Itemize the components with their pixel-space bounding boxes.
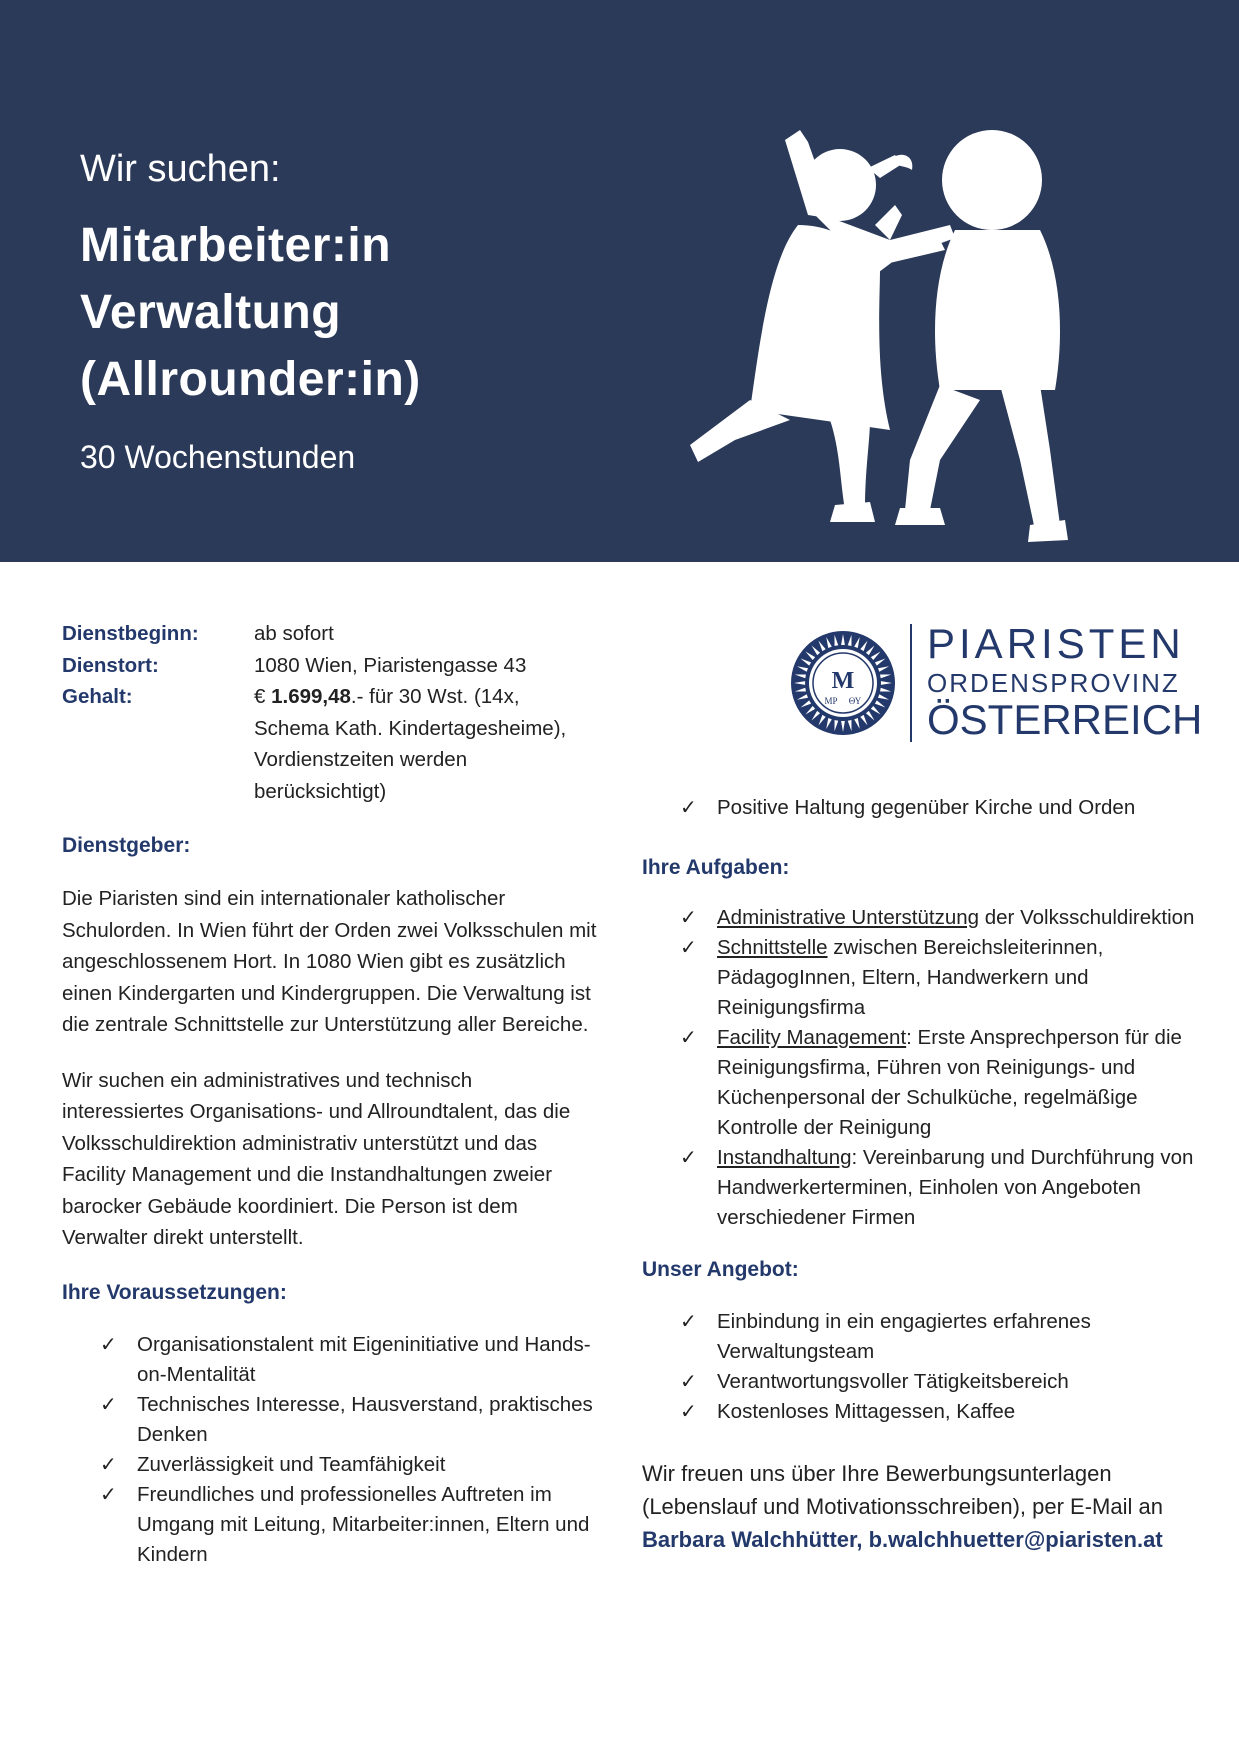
- job-title-line: Verwaltung: [80, 286, 342, 339]
- employer-heading: Dienstgeber:: [62, 834, 191, 857]
- svg-text:MP: MP: [824, 696, 838, 706]
- requirements-list: [62, 1330, 597, 1570]
- salary-value: € 1.699,48.- für 30 Wst. (14x, Schema Kath. Kindertagesheime), Vordienstzeiten werden berücksichtigt): [254, 685, 567, 803]
- checkmark-icon: ✓: [680, 1401, 697, 1423]
- salary-amount: 1.699,48: [271, 685, 351, 708]
- list-item: ✓ Kostenloses Mittagessen, Kaffee: [642, 1397, 1202, 1427]
- children-silhouette-image: [690, 130, 1160, 562]
- offer-heading: Unser Angebot:: [642, 1258, 799, 1281]
- checkmark-icon: ✓: [100, 1393, 117, 1416]
- requirements-list-continued: [642, 793, 1202, 823]
- checkmark-icon: ✓: [680, 1371, 697, 1393]
- svg-text:M: M: [831, 668, 855, 694]
- logo-text-line3: ÖSTERREICH: [927, 696, 1203, 743]
- start-label: Dienstbeginn:: [62, 622, 199, 645]
- hero-pre-title: Wir suchen:: [80, 148, 281, 190]
- list-item: ✓ Zuverlässigkeit und Teamfähigkeit: [62, 1450, 597, 1480]
- checkmark-icon: ✓: [680, 907, 697, 929]
- closing-text: Wir freuen uns über Ihre Bewerbungsunterlagen (Lebenslauf und Motivationsschreiben), per E-Mail an Barbara Walchhütter, b.walchhuetter@piaristen.at: [642, 1461, 1163, 1552]
- list-item: ✓ Facility Management: Erste Ansprechperson für die Reinigungsfirma, Führen von Reinigungs- und Küchenpersonal der Schulküche, regelmäßige Kontrolle der Reinigung: [642, 1023, 1202, 1143]
- checkmark-icon: ✓: [680, 797, 697, 819]
- job-title: [80, 212, 421, 413]
- piaristen-logo: [790, 620, 1203, 750]
- list-item: ✓ Administrative Unterstützung der Volksschuldirektion: [642, 903, 1202, 933]
- checkmark-icon: ✓: [680, 1027, 697, 1049]
- job-title-line: Mitarbeiter:in: [80, 219, 392, 272]
- salary-label: Gehalt:: [62, 685, 133, 708]
- right-column: [642, 793, 1202, 1556]
- job-title-line: (Allrounder:in): [80, 353, 421, 406]
- list-item: ✓ Organisationstalent mit Eigeninitiative und Hands-on-Mentalität: [62, 1330, 597, 1390]
- start-value: ab sofort: [254, 622, 334, 645]
- contact-email[interactable]: Barbara Walchhütter, b.walchhuetter@piaristen.at: [642, 1527, 1163, 1552]
- list-item: ✓ Einbindung in ein engagiertes erfahrenes Verwaltungsteam: [642, 1307, 1202, 1367]
- role-paragraph: Wir suchen ein administratives und technisch interessiertes Organisations- und Allroundtalent, das die Volksschuldirektion administrativ unterstützt und das Facility Management und die Instandhaltungen zweier barocker Gebäude koordiniert. Die Person ist dem Verwalter direkt unterstellt.: [62, 1068, 571, 1249]
- checkmark-icon: ✓: [680, 1311, 697, 1333]
- employer-paragraph: Die Piaristen sind ein internationaler katholischer Schulorden. In Wien führt der Orden zwei Volksschulen mit angeschlossenem Hort. In 1080 Wien gibt es zusätzlich einen Kindergarten und Kindergruppen. Die Verwaltung ist die zentrale Schnittstelle zur Unterstützung aller Bereiche.: [62, 887, 597, 1036]
- checkmark-icon: ✓: [100, 1483, 117, 1506]
- list-item: ✓ Verantwortungsvoller Tätigkeitsbereich: [642, 1367, 1202, 1397]
- list-item: ✓ Technisches Interesse, Hausverstand, praktisches Denken: [62, 1390, 597, 1450]
- location-value: 1080 Wien, Piaristengasse 43: [254, 653, 527, 677]
- location-label: Dienstort:: [62, 653, 159, 677]
- requirements-heading: Ihre Voraussetzungen:: [62, 1280, 287, 1304]
- checkmark-icon: ✓: [100, 1453, 117, 1476]
- offer-list: [642, 1307, 1202, 1427]
- tasks-heading: Ihre Aufgaben:: [642, 856, 790, 879]
- list-item: ✓ Instandhaltung: Vereinbarung und Durchführung von Handwerkerterminen, Einholen von Angeboten verschiedener Firmen: [642, 1143, 1202, 1233]
- logo-text-line2: ORDENSPROVINZ: [927, 668, 1180, 698]
- checkmark-icon: ✓: [680, 937, 697, 959]
- hero-banner: [0, 0, 1239, 562]
- checkmark-icon: ✓: [680, 1147, 697, 1169]
- logo-text-line1: PIARISTEN: [927, 620, 1185, 667]
- weekly-hours: 30 Wochenstunden: [80, 439, 356, 475]
- job-facts: [62, 618, 594, 807]
- tasks-list: [642, 903, 1202, 1233]
- piaristen-seal-logo: [790, 630, 896, 736]
- checkmark-icon: ✓: [100, 1333, 117, 1356]
- list-item: ✓ Positive Haltung gegenüber Kirche und Orden: [642, 793, 1202, 823]
- left-column: [62, 618, 597, 1570]
- logo-divider: [910, 624, 912, 742]
- svg-text:ΘΥ: ΘΥ: [848, 696, 862, 706]
- list-item: ✓ Freundliches und professionelles Auftreten im Umgang mit Leitung, Mitarbeiter:innen, Eltern und Kindern: [62, 1480, 597, 1570]
- list-item: ✓ Schnittstelle zwischen Bereichsleiterinnen, PädagogInnen, Eltern, Handwerkern und Reinigungsfirma: [642, 933, 1202, 1023]
